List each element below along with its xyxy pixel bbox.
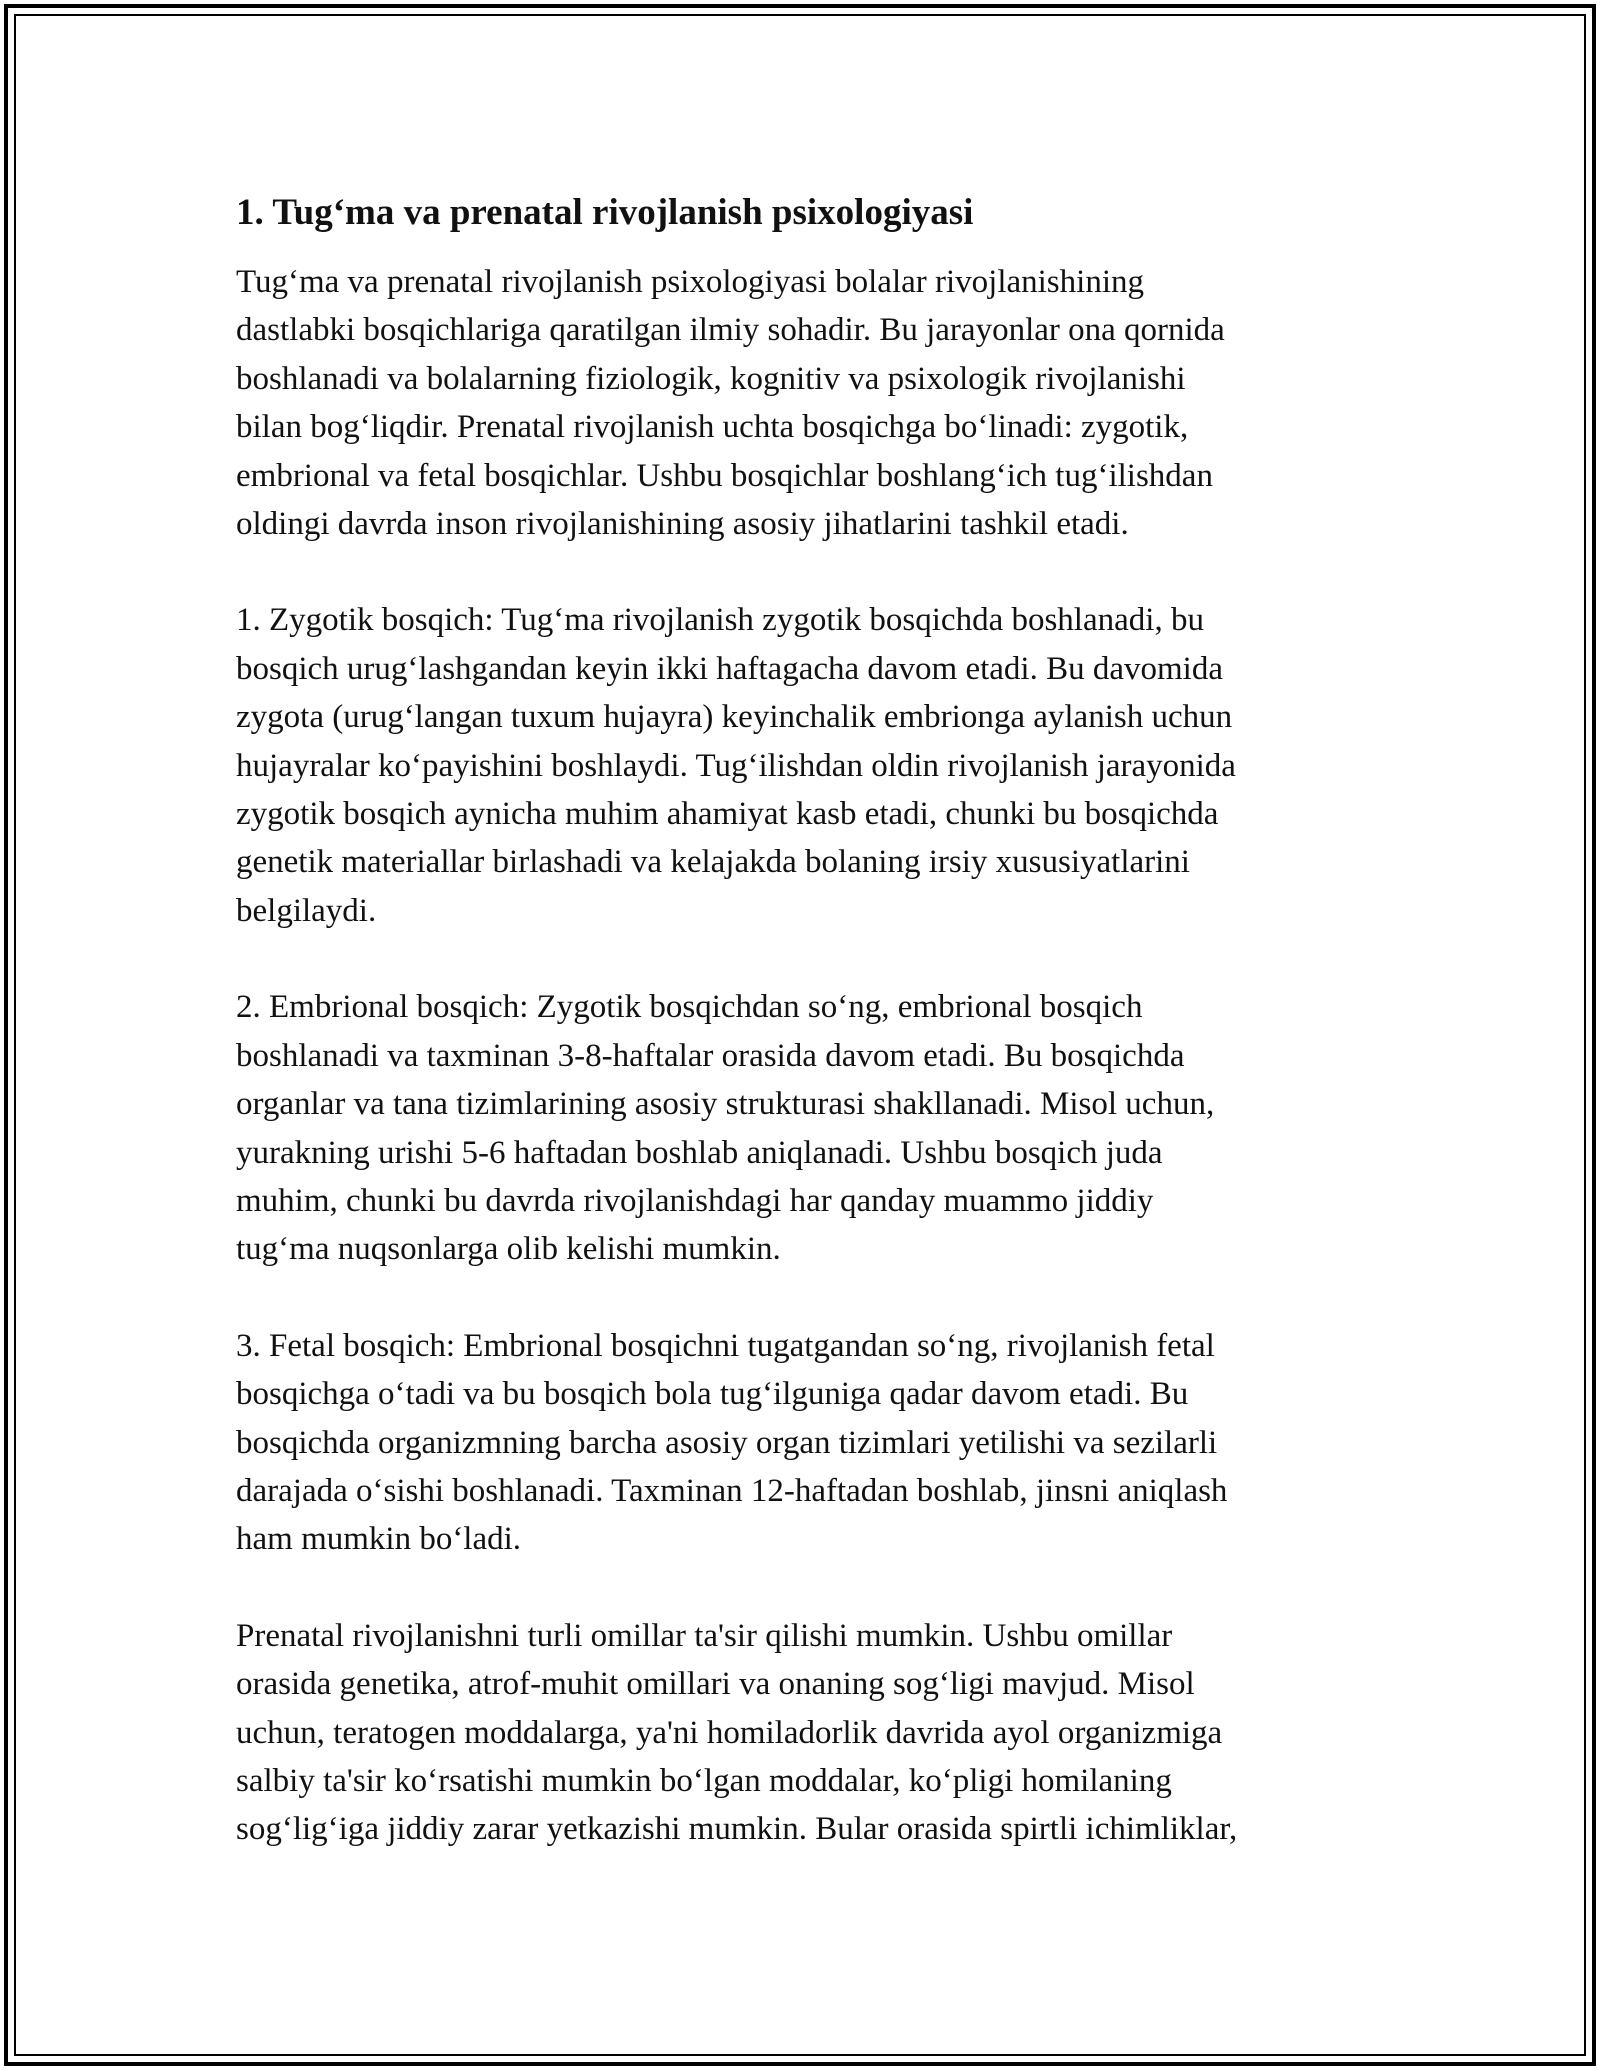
- paragraph-line: ham mumkin bo‘ladi.: [236, 1521, 522, 1558]
- paragraph-line: salbiy ta'sir ko‘rsatishi mumkin bo‘lgan moddalar, ko‘pligi homilaning: [236, 1762, 1172, 1799]
- paragraph: [236, 596, 1386, 935]
- paragraph-line: hujayralar ko‘payishini boshlaydi. Tug‘ilishdan oldin rivojlanish jarayonida: [236, 747, 1236, 784]
- paragraph-line: uchun, teratogen moddalarga, ya'ni homiladorlik davrida ayol organizmiga: [236, 1714, 1223, 1751]
- paragraph-line: zygota (urug‘langan tuxum hujayra) keyinchalik embrionga aylanish uchun: [236, 699, 1233, 736]
- paragraph-line: boshlanadi va taxminan 3-8-haftalar orasida davom etadi. Bu bosqichda: [236, 1037, 1185, 1074]
- paragraph-line: Prenatal rivojlanishni turli omillar ta'sir qilishi mumkin. Ushbu omillar: [236, 1617, 1173, 1654]
- paragraph-line: zygotik bosqich aynicha muhim ahamiyat kasb etadi, chunki bu bosqichda: [236, 796, 1219, 833]
- paragraph-line: embrional va fetal bosqichlar. Ushbu bosqichlar boshlang‘ich tug‘ilishdan: [236, 457, 1213, 494]
- paragraph: [236, 1322, 1386, 1564]
- paragraph: [236, 983, 1386, 1273]
- paragraph: [236, 1612, 1386, 1854]
- paragraph-line: bosqichda organizmning barcha asosiy organ tizimlari yetilishi va sezilarli: [236, 1424, 1218, 1461]
- paragraph-line: bosqich urug‘lashgandan keyin ikki haftagacha davom etadi. Bu davomida: [236, 650, 1223, 687]
- paragraph-line: 2. Embrional bosqich: Zygotik bosqichdan so‘ng, embrional bosqich: [236, 989, 1143, 1026]
- paragraph-line: boshlanadi va bolalarning fiziologik, kognitiv va psixologik rivojlanishi: [236, 360, 1186, 397]
- paragraph: [236, 258, 1386, 548]
- paragraph-line: darajada o‘sishi boshlanadi. Taxminan 12-haftadan boshlab, jinsni aniqlash: [236, 1472, 1228, 1509]
- paragraph-line: Tug‘ma va prenatal rivojlanish psixologiyasi bolalar rivojlanishining: [236, 264, 1144, 300]
- paragraph-line: oldingi davrda inson rivojlanishining asosiy jihatlarini tashkil etadi.: [236, 506, 1129, 543]
- paragraph-list: [236, 258, 1386, 1854]
- paragraph-line: sog‘lig‘iga jiddiy zarar yetkazishi mumkin. Bular orasida spirtli ichimliklar,: [236, 1811, 1238, 1848]
- paragraph-line: yurakning urishi 5-6 haftadan boshlab aniqlanadi. Ushbu bosqich juda: [236, 1134, 1163, 1171]
- paragraph-line: 3. Fetal bosqich: Embrional bosqichni tugatgandan so‘ng, rivojlanish fetal: [236, 1327, 1215, 1364]
- section-heading: 1. Tug‘ma va prenatal rivojlanish psixologiyasi: [236, 192, 974, 233]
- document-content: [236, 190, 1386, 1902]
- paragraph-line: tug‘ma nuqsonlarga olib kelishi mumkin.: [236, 1231, 781, 1268]
- paragraph-line: genetik materiallar birlashadi va kelajakda bolaning irsiy xususiyatlarini: [236, 844, 1190, 881]
- paragraph-line: 1. Zygotik bosqich: Tug‘ma rivojlanish zygotik bosqichda boshlanadi, bu: [236, 602, 1204, 639]
- paragraph-line: orasida genetika, atrof-muhit omillari va onaning sog‘ligi mavjud. Misol: [236, 1666, 1195, 1703]
- paragraph-line: bosqichga o‘tadi va bu bosqich bola tug‘ilguniga qadar davom etadi. Bu: [236, 1376, 1189, 1413]
- paragraph-line: belgilaydi.: [236, 892, 377, 929]
- paragraph-line: organlar va tana tizimlarining asosiy strukturasi shakllanadi. Misol uchun,: [236, 1086, 1215, 1123]
- paragraph-line: dastlabki bosqichlariga qaratilgan ilmiy sohadir. Bu jarayonlar ona qornida: [236, 312, 1225, 349]
- paragraph-line: bilan bog‘liqdir. Prenatal rivojlanish uchta bosqichga bo‘linadi: zygotik,: [236, 409, 1189, 446]
- paragraph-line: muhim, chunki bu davrda rivojlanishdagi har qanday muammo jiddiy: [236, 1182, 1154, 1219]
